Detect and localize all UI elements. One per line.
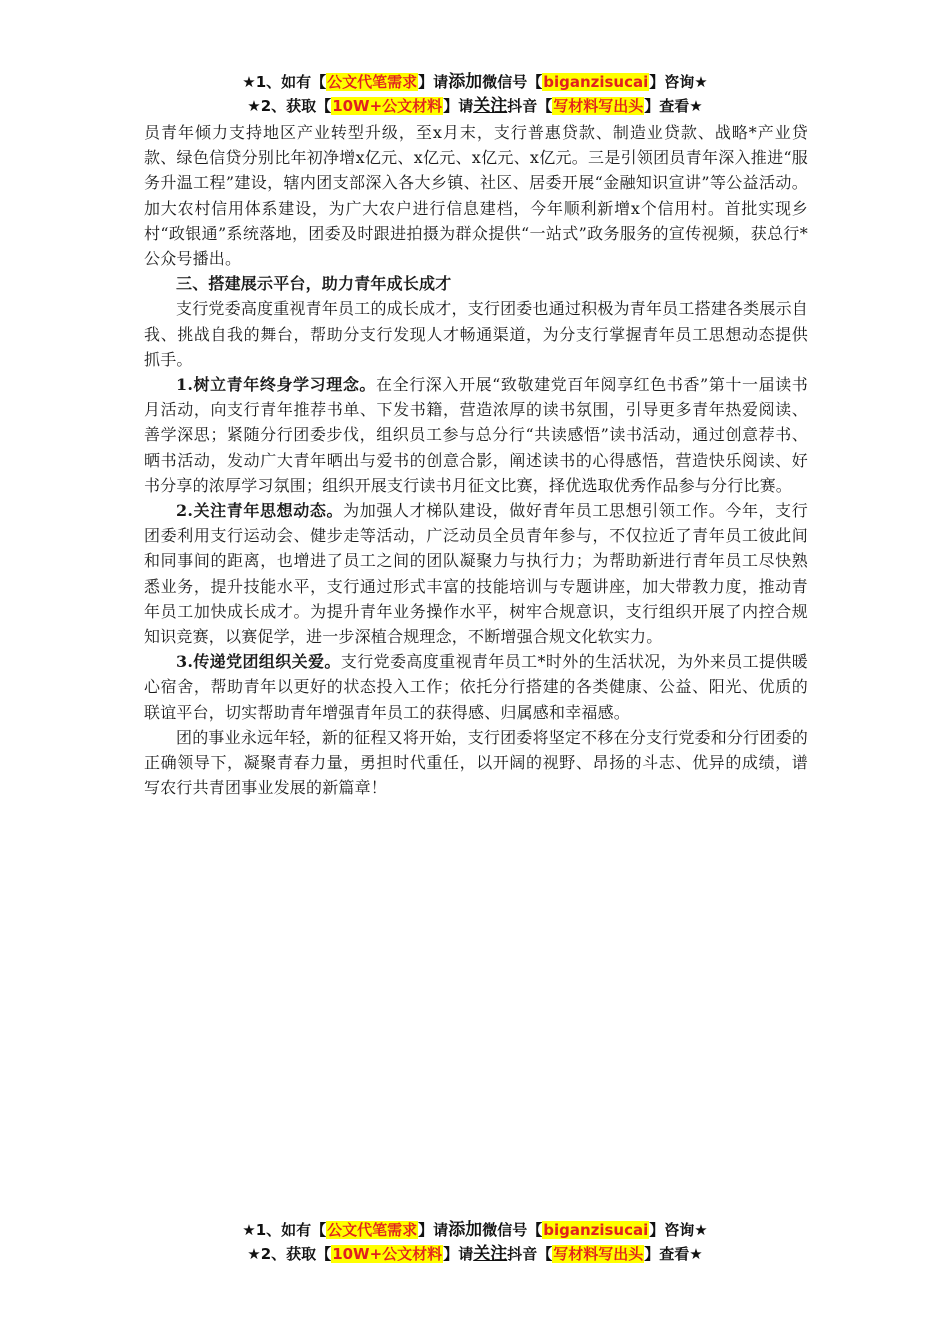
banner-text: 】请 [418,73,449,91]
banner-text: 抖音【 [507,1245,553,1263]
banner-text: 抖音【 [507,97,553,115]
list-item-body: 在全行深入开展“致敬建党百年阅享红色书香”第十一届读书月活动，向支行青年推荐书单、下发书籍，营造浓厚的读书氛围，引导更多青年热爱阅读、善学深思；紧随分行团委步伐，组织员工参与总分行“共读感悟”读书活动，通过创意荐书、晒书活动，发动广大青年晒出与爱书的创意合影，阐述读书的心得感悟，营造快乐阅读、好书分享的浓厚学习氛围；组织开展支行读书月征文比赛，择优选取优秀作品参与分行比赛。 [144,375,808,495]
banner-emphasis: 关注 [473,1244,508,1264]
highlight-douyin-account: 写材料写出头 [553,97,644,115]
banner-text: ★2、获取【 [247,97,332,115]
banner-line-2 [0,94,950,118]
banner-text: 】请 [443,97,474,115]
list-item-3 [144,649,808,725]
banner-emphasis: 添加 [448,1220,483,1240]
list-item-2 [144,498,808,649]
list-item-1 [144,372,808,498]
banner-text: 微信号【 [482,1221,543,1239]
list-item-title: 1.树立青年终身学习理念。 [176,375,377,395]
document-body [144,120,808,800]
banner-text: ★1、如有【 [242,73,327,91]
banner-text: ★2、获取【 [247,1245,332,1263]
paragraph-closing: 团的事业永远年轻，新的征程又将开始，支行团委将坚定不移在分支行党委和分行团委的正确领导下，凝聚青春力量，勇担时代重任，以开阔的视野、昂扬的斗志、优异的成绩，谱写农行共青团事业发展的新篇章！ [144,727,808,798]
banner-text: 】查看★ [644,97,703,115]
paragraph-intro: 员青年倾力支持地区产业转型升级，至x月末，支行普惠贷款、制造业贷款、战略*产业贷款、绿色信贷分别比年初净增x亿元、x亿元、x亿元、x亿元。三是引领团员青年深入推进“服务升温工程”建设，辖内团支部深入各大乡镇、社区、居委开展“金融知识宣讲”等公益活动。加大农村信用体系建设，为广大农户进行信息建档，今年顺利新增x个信用村。首批实现乡村“政银通”系统落地，团委及时跟进拍摄为群众提供“一站式”政务服务的宣传视频，获总行*公众号播出。 [144,123,808,269]
banner-text: 微信号【 [482,73,543,91]
section-heading-3: 三、搭建展示平台，助力青年成长成才 [176,274,452,294]
banner-emphasis: 关注 [473,96,508,116]
list-item-title: 2.关注青年思想动态。 [176,501,344,521]
footer-banner [0,1218,950,1266]
banner-text: 】请 [418,1221,449,1239]
banner-emphasis: 添加 [448,72,483,92]
list-item-title: 3.传递党团组织关爱。 [176,652,341,672]
highlight-douyin-account: 写材料写出头 [553,1245,644,1263]
highlight-wechat-id: biganzisucai [543,73,649,91]
paragraph-section-3: 支行党委高度重视青年员工的成长成才，支行团委也通过积极为青年员工搭建各类展示自我、挑战自我的舞台，帮助分支行发现人才畅通渠道，为分支行掌握青年员工思想动态提供抓手。 [144,299,808,369]
banner-text: 】请 [443,1245,474,1263]
banner-text: 】咨询★ [649,1221,708,1239]
highlight-wechat-id: biganzisucai [543,1221,649,1239]
header-banner [0,70,950,118]
banner-line-2 [0,1242,950,1266]
banner-line-1 [0,70,950,94]
highlight-service: 公文代笔需求 [327,73,418,91]
banner-line-1 [0,1218,950,1242]
banner-text: ★1、如有【 [242,1221,327,1239]
banner-text: 】查看★ [644,1245,703,1263]
list-item-body: 支行党委高度重视青年员工*时外的生活状况，为外来员工提供暖心宿舍，帮助青年以更好的状态投入工作；依托分行搭建的各类健康、公益、阳光、优质的联谊平台，切实帮助青年增强青年员工的获得感、归属感和幸福感。 [144,652,808,722]
list-item-body: 为加强人才梯队建设，做好青年员工思想引领工作。今年，支行团委利用支行运动会、健步走等活动，广泛动员全员青年参与，不仅拉近了青年员工彼此间和同事间的距离，也增进了员工之间的团队凝聚力与执行力；为帮助新进行青年员工尽快熟悉业务，提升技能水平，支行通过形式丰富的技能培训与专题讲座，加大带教力度，推动青年员工加快成长成才。为提升青年业务操作水平，树牢合规意识，支行组织开展了内控合规知识竞赛，以赛促学，进一步深植合规理念，不断增强合规文化软实力。 [144,501,808,647]
banner-text: 】咨询★ [649,73,708,91]
highlight-service: 公文代笔需求 [327,1221,418,1239]
highlight-materials: 10W+公文材料 [332,1245,443,1263]
highlight-materials: 10W+公文材料 [332,97,443,115]
